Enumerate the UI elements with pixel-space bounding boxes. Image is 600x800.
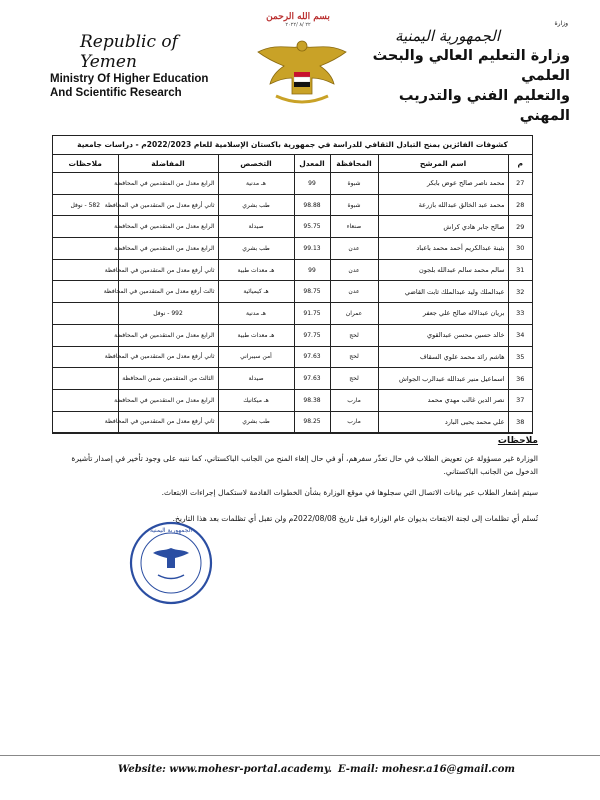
- footer-divider: [0, 755, 600, 756]
- table-row: [53, 303, 532, 325]
- republic-title-en: Republic of Yemen: [80, 32, 178, 72]
- header-arabic: [360, 20, 570, 126]
- preference: ثاني أرفع معدل من المتقدمين في المحافظة: [118, 346, 218, 368]
- governorate: شبوة: [330, 173, 378, 195]
- row-number: 38: [508, 411, 532, 433]
- notes-heading: ملاحظات: [497, 436, 538, 446]
- candidate-name: سالم محمد سالم عبدالله بلجون: [378, 259, 508, 281]
- row-number: 31: [508, 259, 532, 281]
- republic-title-ar: الجمهورية اليمنية: [394, 27, 500, 45]
- header-english: [50, 32, 240, 100]
- row-number: 27: [508, 173, 532, 195]
- specialty: طب بشري: [218, 238, 294, 260]
- preference: الرابع معدل من المتقدمين في المحافظة: [118, 173, 218, 195]
- specialty: طب بشري: [218, 411, 294, 433]
- preference: الرابع معدل من المتقدمين في المحافظة: [118, 389, 218, 411]
- col-header-average: المعدل: [294, 155, 330, 173]
- average: 91.75: [294, 303, 330, 325]
- table-row: [53, 389, 532, 411]
- reference-date: ٢٢ /٨ /٢٠٢٢: [285, 22, 311, 28]
- table-title: كشوفات الفائزين بمنح التبادل الثقافي للدراسة في جمهورية باكستان الإسلامية للعام 2022/2023م - دراسات جامعية: [53, 136, 532, 155]
- preference: الثالث من المتقدمين ضمن المحافظة: [118, 368, 218, 390]
- average: 99: [294, 173, 330, 195]
- candidate-name: محمد ناصر صالح عوض بابكر: [378, 173, 508, 195]
- notes-cell: [53, 389, 118, 411]
- notes-cell: 582 - نوفل: [53, 194, 118, 216]
- table-row: [53, 216, 532, 238]
- average: 98.25: [294, 411, 330, 433]
- col-header-governorate: المحافظة: [330, 155, 378, 173]
- specialty: هـ مدنية: [218, 173, 294, 195]
- ministry-title-ar-line2: والتعليم الفني والتدريب المهني: [398, 88, 570, 124]
- candidate-name: علي محمد يحيى البارد: [378, 411, 508, 433]
- col-header-preference: المفاضلة: [118, 155, 218, 173]
- preference: 992 - نوفل: [118, 303, 218, 325]
- specialty: هـ ميكانيك: [218, 389, 294, 411]
- row-number: 35: [508, 346, 532, 368]
- candidate-name: بثينة عبدالكريم أحمد محمد باعباد: [378, 238, 508, 260]
- candidate-name: اسماعيل منير عبدالله عبدالرب الجواش: [378, 368, 508, 390]
- candidate-name: صالح جابر هادي كراش: [378, 216, 508, 238]
- candidate-name: خالد حسين محسن عبدالقوي: [378, 324, 508, 346]
- winners-table: [52, 135, 533, 434]
- average: 97.63: [294, 346, 330, 368]
- table-row: [53, 346, 532, 368]
- specialty: صيدلة: [218, 216, 294, 238]
- table-row: [53, 173, 532, 195]
- average: 98.75: [294, 281, 330, 303]
- governorate: لحج: [330, 346, 378, 368]
- candidate-name: نصر الدين غالب مهدي محمد: [378, 389, 508, 411]
- stamp-text: الجمهورية اليمنية: [149, 527, 193, 534]
- candidate-name: محمد عبد الخالق عبدالله بازرعة: [378, 194, 508, 216]
- official-stamp-icon: [128, 520, 214, 606]
- governorate: عدن: [330, 259, 378, 281]
- average: 95.75: [294, 216, 330, 238]
- republic-small-ar: وزارة: [554, 20, 568, 27]
- governorate: مارب: [330, 411, 378, 433]
- notes-cell: [53, 173, 118, 195]
- notes-cell: [53, 303, 118, 325]
- specialty: هـ معدات طبية: [218, 259, 294, 281]
- average: 99.13: [294, 238, 330, 260]
- table-row: [53, 324, 532, 346]
- specialty: أمن سيبراني: [218, 346, 294, 368]
- governorate: عدن: [330, 238, 378, 260]
- note-paragraph-3: تُسلم أي تظلمات إلى لجنة الابتعاث بديوان عام الوزارة قبل تاريخ 2022/08/08م ولن تقبل أي تظلمات بعد هذا التاريخ.: [172, 514, 538, 523]
- specialty: صيدلة: [218, 368, 294, 390]
- col-header-notes: ملاحظات: [53, 155, 118, 173]
- row-number: 34: [508, 324, 532, 346]
- table-row: [53, 194, 532, 216]
- row-number: 30: [508, 238, 532, 260]
- row-number: 37: [508, 389, 532, 411]
- average: 97.75: [294, 324, 330, 346]
- table-header-row: [53, 155, 532, 173]
- notes-cell: [53, 216, 118, 238]
- note-paragraph-1: الوزارة غير مسؤولة عن تعويض الطلاب في حال تعذّر سفرهم، أو في حال إلغاء المنح من الجانب الباكستاني، كما ننبه على وجود تأخير في إصدار تأشيرة الدخول من الجانب الباكستاني.: [71, 454, 538, 476]
- footer-email: E-mail: mohesr.a16@gmail.com: [338, 764, 516, 775]
- table-row: [53, 259, 532, 281]
- governorate: عدن: [330, 281, 378, 303]
- specialty: هـ كيميائية: [218, 281, 294, 303]
- ministry-title-en-line2: And Scientific Research: [50, 87, 182, 99]
- preference: الرابع معدل من المتقدمين في المحافظة: [118, 216, 218, 238]
- preference: ثاني أرفع معدل من المتقدمين في المحافظة: [118, 259, 218, 281]
- reference-text: بسم الله الرحمن: [266, 12, 330, 22]
- average: 97.63: [294, 368, 330, 390]
- table-row: [53, 238, 532, 260]
- table-row: [53, 411, 532, 433]
- specialty: طب بشري: [218, 194, 294, 216]
- row-number: 32: [508, 281, 532, 303]
- notes-cell: [53, 238, 118, 260]
- governorate: صنعاء: [330, 216, 378, 238]
- col-header-num: م: [508, 155, 532, 173]
- footer-website: Website: www.mohesr-portal.academy.: [118, 764, 333, 775]
- candidate-name: هاشم رائد محمد علوي السقاف: [378, 346, 508, 368]
- specialty: هـ مدنية: [218, 303, 294, 325]
- preference: الرابع معدل من المتقدمين في المحافظة: [118, 324, 218, 346]
- yemen-eagle-emblem-icon: [248, 32, 356, 114]
- candidate-name: بريان عبدالاله صالح علي جعفر: [378, 303, 508, 325]
- row-number: 29: [508, 216, 532, 238]
- ministry-title-ar-line1: وزارة التعليم العالي والبحث العلمي: [372, 48, 570, 84]
- governorate: مارب: [330, 389, 378, 411]
- preference: الرابع معدل من المتقدمين في المحافظة: [118, 238, 218, 260]
- preference: ثاني أرفع معدل من المتقدمين في المحافظة: [118, 194, 218, 216]
- table-row: [53, 368, 532, 390]
- average: 99: [294, 259, 330, 281]
- notes-cell: [53, 324, 118, 346]
- note-paragraph-2: سيتم إشعار الطلاب عبر بيانات الاتصال التي سجلوها في موقع الوزارة بشأن الخطوات القادمة لاستكمال إجراءات الابتعاث.: [161, 488, 538, 497]
- row-number: 33: [508, 303, 532, 325]
- specialty: هـ معدات طبية: [218, 324, 294, 346]
- governorate: لحج: [330, 368, 378, 390]
- ministry-title-en-line1: Ministry Of Higher Education: [50, 73, 209, 85]
- col-header-specialty: التخصص: [218, 155, 294, 173]
- average: 98.88: [294, 194, 330, 216]
- governorate: عمران: [330, 303, 378, 325]
- candidate-name: عبدالملك وليد عبدالملك ثابت القاضي: [378, 281, 508, 303]
- notes-cell: [53, 368, 118, 390]
- preference: ثاني أرفع معدل من المتقدمين في المحافظة: [118, 411, 218, 433]
- row-number: 36: [508, 368, 532, 390]
- letter-reference: [258, 12, 338, 28]
- governorate: لحج: [330, 324, 378, 346]
- col-header-name: اسم المرشح: [378, 155, 508, 173]
- row-number: 28: [508, 194, 532, 216]
- average: 98.38: [294, 389, 330, 411]
- table-row: [53, 281, 532, 303]
- preference: ثالث أرفع معدل من المتقدمين في المحافظة: [118, 281, 218, 303]
- governorate: شبوة: [330, 194, 378, 216]
